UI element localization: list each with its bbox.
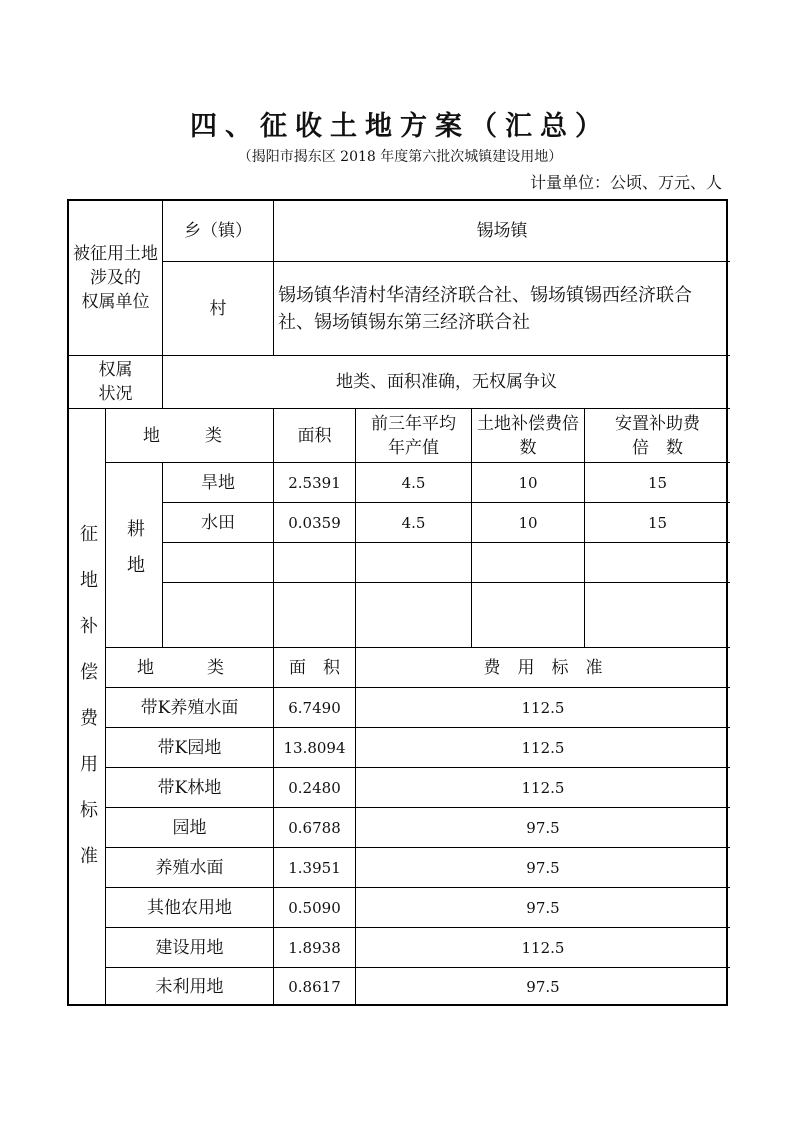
other-row-type: 未利用地 xyxy=(106,968,274,1006)
page-subtitle: （揭阳市揭东区 2018 年度第六批次城镇建设用地） xyxy=(237,149,563,165)
measurement-unit: 计量单位：公顷、万元、人 xyxy=(529,173,722,192)
cultivated-row-resettle-multiple: 15 xyxy=(585,463,730,503)
township-label: 乡（镇） xyxy=(163,201,274,262)
other-row-standard: 97.5 xyxy=(526,978,560,996)
other-row-type: 其他农用地 xyxy=(106,888,274,928)
cultivated-header-output: 前三年平均 年产值 xyxy=(356,409,472,463)
cultivated-header-area: 面积 xyxy=(274,409,356,463)
cultivated-row-type xyxy=(163,583,274,648)
land-acquisition-table xyxy=(67,199,728,1006)
cultivated-row-land-multiple xyxy=(472,583,585,648)
ownership-group-label: 被征用土地 涉及的 权属单位 xyxy=(69,201,163,356)
ownership-status-value: 地类、面积准确，无权属争议 xyxy=(163,356,730,409)
page-title: 四、征收土地方案（汇总） xyxy=(190,111,610,142)
other-row-type: 带K养殖水面 xyxy=(106,688,274,728)
cultivated-row-land-multiple xyxy=(472,543,585,583)
other-row-area: 6.7490 xyxy=(274,688,356,728)
village-value: 锡场镇华清村华清经济联合社、锡场镇锡西经济联合社、锡场镇锡东第三经济联合社 xyxy=(274,262,730,356)
cultivated-row-resettle-multiple: 15 xyxy=(585,503,730,543)
compensation-side-label xyxy=(69,409,106,1006)
other-header-area: 面 积 xyxy=(274,648,356,688)
other-row-type: 带K园地 xyxy=(106,728,274,768)
other-row-standard: 97.5 xyxy=(356,808,730,848)
cultivated-row-resettle-multiple xyxy=(585,543,730,583)
other-header-land-type: 地 类 xyxy=(106,648,274,688)
other-row-standard: 97.5 xyxy=(356,848,730,888)
other-row-standard: 97.5 xyxy=(356,888,730,928)
cultivated-header-land-type: 地 类 xyxy=(106,409,274,463)
cultivated-row-area: 0.0359 xyxy=(274,503,356,543)
cultivated-row-output: 4.5 xyxy=(356,463,472,503)
other-row-area: 1.8938 xyxy=(274,928,356,968)
other-row-area: 0.5090 xyxy=(274,888,356,928)
other-row-standard: 112.5 xyxy=(356,768,730,808)
other-row-area: 0.2480 xyxy=(274,768,356,808)
other-row-area: 0.6788 xyxy=(274,808,356,848)
other-row-standard: 112.5 xyxy=(356,728,730,768)
cultivated-group-label-text: 耕地 xyxy=(124,519,145,591)
cultivated-row-output: 4.5 xyxy=(356,503,472,543)
compensation-side-label-text: 征地补偿费用标准 xyxy=(77,523,98,892)
other-row-area: 1.3951 xyxy=(274,848,356,888)
cultivated-row-output xyxy=(356,583,472,648)
township-value: 锡场镇 xyxy=(274,201,730,262)
cultivated-row-output xyxy=(356,543,472,583)
cultivated-header-land-multiple: 土地补偿费倍 数 xyxy=(472,409,585,463)
cultivated-header-resettle-multiple: 安置补助费 倍 数 xyxy=(585,409,730,463)
other-row-area: 13.8094 xyxy=(274,728,356,768)
other-row-type: 园地 xyxy=(106,808,274,848)
other-row-standard: 112.5 xyxy=(356,688,730,728)
cultivated-row-type: 水田 xyxy=(163,503,274,543)
other-row-area: 0.8617 xyxy=(274,968,356,1006)
other-row-type: 带K林地 xyxy=(106,768,274,808)
cultivated-row-type: 旱地 xyxy=(163,463,274,503)
cultivated-row-area xyxy=(274,543,356,583)
cultivated-row-type xyxy=(163,543,274,583)
village-label: 村 xyxy=(163,262,274,356)
other-row-type: 养殖水面 xyxy=(106,848,274,888)
cultivated-row-area xyxy=(274,583,356,648)
cultivated-row-area: 2.5391 xyxy=(274,463,356,503)
cultivated-row-land-multiple: 10 xyxy=(472,503,585,543)
other-row-type: 建设用地 xyxy=(106,928,274,968)
cultivated-row-resettle-multiple xyxy=(585,583,730,648)
cultivated-group-label xyxy=(106,463,163,648)
other-header-standard: 费 用 标 准 xyxy=(356,648,730,688)
cultivated-row-land-multiple: 10 xyxy=(472,463,585,503)
ownership-status-label: 权属 状况 xyxy=(69,356,163,409)
other-row-standard: 112.5 xyxy=(356,928,730,968)
